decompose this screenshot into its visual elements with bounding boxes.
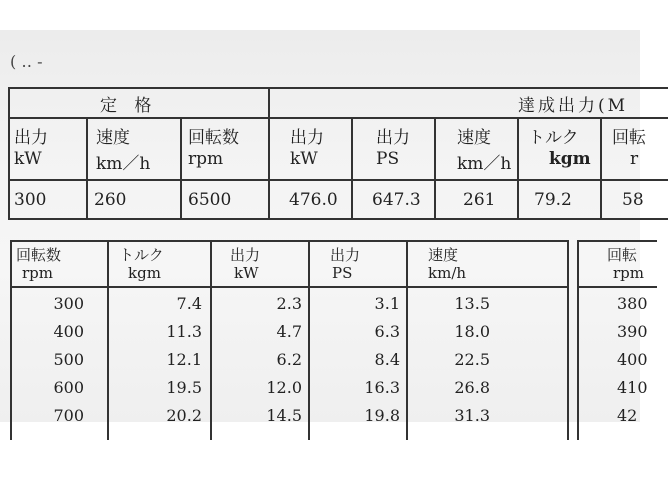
- table-cell: 42: [617, 406, 638, 425]
- table-cell: 400: [617, 350, 648, 369]
- table-cell: 476.0: [289, 190, 338, 210]
- performance-table: [10, 240, 570, 440]
- table-cell: 300: [14, 190, 47, 210]
- table-cell: 300: [53, 294, 84, 313]
- table-cell: 600: [53, 378, 84, 397]
- table-cell: 13.5: [454, 294, 490, 313]
- table-cell: 12.1: [166, 350, 202, 369]
- col-header: 速度: [457, 128, 491, 148]
- table-cell: 8.4: [374, 350, 400, 369]
- col-header: 回転: [612, 128, 646, 148]
- col-header: 回転数: [188, 128, 239, 148]
- table-cell: 26.8: [454, 378, 490, 397]
- table-cell: 22.5: [454, 350, 490, 369]
- table-cell: 12.0: [266, 378, 302, 397]
- table-cell: 261: [463, 190, 496, 210]
- col-header: 出力: [330, 246, 361, 264]
- table-cell: 20.2: [166, 406, 202, 425]
- table-cell: 11.3: [166, 322, 202, 341]
- col-unit: kgm: [128, 264, 161, 282]
- rating-table: [8, 87, 668, 249]
- col-header: トルク: [119, 246, 164, 264]
- table-cell: 6500: [188, 190, 232, 210]
- col-unit: km／h: [457, 154, 512, 174]
- table-cell: 14.5: [266, 406, 302, 425]
- col-header: トルク: [528, 128, 579, 148]
- table-cell: 31.3: [454, 406, 490, 425]
- col-header: 速度: [428, 246, 459, 264]
- col-header: 出力: [14, 128, 48, 148]
- col-unit: rpm: [22, 264, 53, 282]
- col-header: 出力: [230, 246, 261, 264]
- table-cell: 390: [617, 322, 648, 341]
- table-cell: 19.5: [166, 378, 202, 397]
- col-header: 回転数: [16, 246, 62, 264]
- table-cell: 400: [53, 322, 84, 341]
- col-header: 出力: [376, 128, 410, 148]
- document-photo: [0, 30, 648, 425]
- col-unit: km/h: [428, 264, 467, 282]
- table-cell: 260: [94, 190, 127, 210]
- table-cell: 19.8: [364, 406, 400, 425]
- table-cell: 6.3: [374, 322, 400, 341]
- table-cell: 500: [53, 350, 84, 369]
- corner-mark: ( ‥ -: [10, 52, 43, 71]
- table-cell: 18.0: [454, 322, 490, 341]
- table-cell: 4.7: [276, 322, 302, 341]
- col-unit: kW: [234, 264, 259, 282]
- group-header-achieved: 達成出力(M: [518, 96, 629, 116]
- table-cell: 647.3: [372, 190, 421, 210]
- table-cell: 16.3: [364, 378, 400, 397]
- table-cell: 79.2: [534, 190, 572, 210]
- col-header: 出力: [290, 128, 324, 148]
- table-cell: 3.1: [374, 294, 400, 313]
- col-header: 速度: [96, 128, 130, 148]
- col-unit: km／h: [96, 154, 151, 174]
- col-unit: kW: [290, 149, 318, 169]
- table-cell: 7.4: [176, 294, 202, 313]
- col-unit: r: [630, 149, 639, 169]
- col-unit: kW: [14, 149, 42, 169]
- table-cell: 380: [617, 294, 648, 313]
- col-unit: kgm: [549, 149, 591, 169]
- table-cell: 2.3: [276, 294, 302, 313]
- partial-table-right: [577, 240, 657, 440]
- col-header: 回転: [607, 246, 638, 264]
- group-header-rating: 定 格: [100, 96, 158, 116]
- table-cell: 6.2: [276, 350, 302, 369]
- col-unit: rpm: [613, 264, 644, 282]
- table-cell: 410: [617, 378, 648, 397]
- col-unit: rpm: [188, 149, 224, 169]
- col-unit: PS: [376, 149, 400, 169]
- table-cell: 700: [53, 406, 84, 425]
- col-unit: PS: [332, 264, 353, 282]
- table-cell: 58: [622, 190, 644, 210]
